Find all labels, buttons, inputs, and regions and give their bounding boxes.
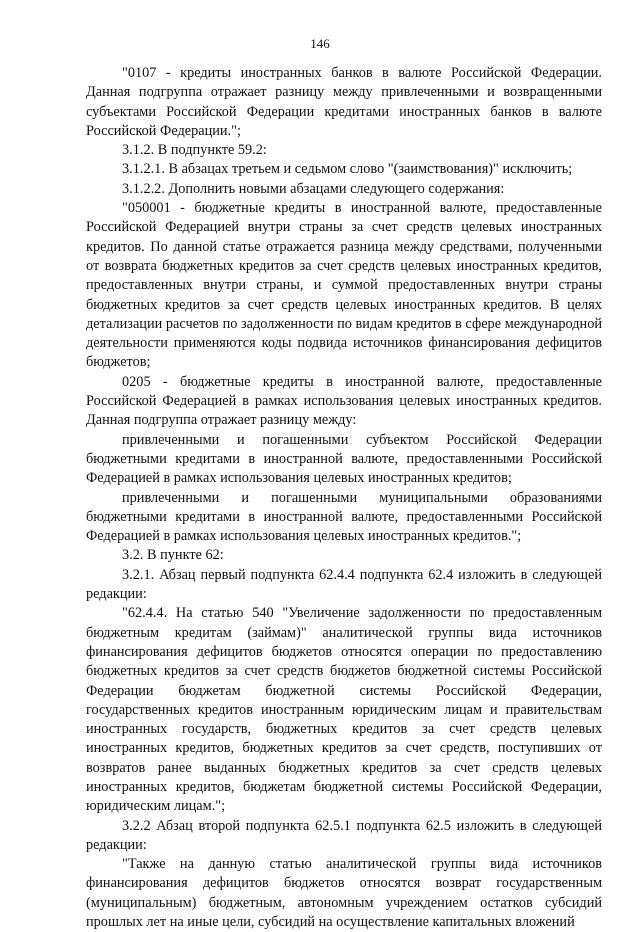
paragraph-3-2-1: 3.2.1. Абзац первый подпункта 62.4.4 подпункта 62.4 изложить в следующей редакции: (86, 566, 602, 603)
paragraph-municipal-credits: привлеченными и погашенными муниципальными образованиями бюджетными кредитами в иностранной валюте, предоставленными Российской Федерацией в рамках использования целевых иностранных кредитов."; (86, 489, 602, 545)
paragraph-3-2-2: 3.2.2 Абзац второй подпункта 62.5.1 подпункта 62.5 изложить в следующей редакции: (86, 817, 602, 853)
paragraph-also-on-article: "Также на данную статью аналитической группы вида источников финансирования дефицитов бюджетов относятся возврат государственным (муниципальным) бюджетным, автономным учреждением остатков субсидий прошлых лет на иные цели, субсидий на осуществление капитальных вложений (86, 856, 602, 931)
paragraph-3-1-2: 3.1.2. В подпункте 59.2: (122, 142, 267, 159)
paragraph-3-1-2-1: 3.1.2.1. В абзацах третьем и седьмом слово "(заимствования)" исключить; (122, 161, 573, 178)
paragraph-050001-definition: "050001 - бюджетные кредиты в иностранной валюте, предоставленные Российской Федерацией внутри страны за счет средств целевых иностранных кредитов. По данной статье отражается разница между средствами, полученными от возврата бюджетных кредитов за счет средств целевых иностранных кредитов, предоставленных внутри страны, и суммой предоставленных внутри страны бюджетных кредитов за счет средств целевых иностранных кредитов. В целях детализации расчетов по задолженности по видам кредитов в сфере международной деятельности применяются коды подвида источников финансирования дефицитов бюджетов; (86, 200, 602, 371)
paragraph-3-2: 3.2. В пункте 62: (122, 547, 224, 564)
paragraph-0205-definition: 0205 - бюджетные кредиты в иностранной валюте, предоставленные Российской Федерацией в рамках использования целевых иностранных кредитов. Данная подгруппа отражает разницу между: (86, 373, 602, 429)
page-number: 146 (310, 36, 330, 51)
paragraph-subject-credits: привлеченными и погашенными субъектом Российской Федерации бюджетными кредитами в иностранной валюте, предоставленными Российской Федерацией в рамках использования целевых иностранных кредитов; (86, 431, 602, 487)
paragraph-62-4-4: "62.4.4. На статью 540 "Увеличение задолженности по предоставленным бюджетным кредитам (займам)" аналитической группы вида источников финансирования дефицитов бюджетов относятся операции по предоставлению бюджетных кредитов за счет средств бюджетов бюджетной системы Российской Федерации бюджетам бюджетной системы Российской Федерации, государственных кредитов иностранным юридическим лицам и правительствам иностранных государств, бюджетных кредитов за счет средств целевых иностранных кредитов, бюджетных кредитов за счет средств, поступивших от возвратов ранее выданных бюджетных кредитов за счет средств целевых иностранных кредитов, бюджетам бюджетной системы Российской Федерации, юридическим лицам."; (86, 605, 602, 815)
paragraph-3-1-2-2: 3.1.2.2. Дополнить новыми абзацами следующего содержания: (122, 180, 505, 197)
paragraph-0107-definition: "0107 - кредиты иностранных банков в валюте Российской Федерации. Данная подгруппа отражает разницу между привлеченными и возвращенными субъектами Российской Федерации кредитами иностранных банков в валюте Российской Федерации."; (86, 65, 602, 139)
document-body (86, 64, 602, 932)
